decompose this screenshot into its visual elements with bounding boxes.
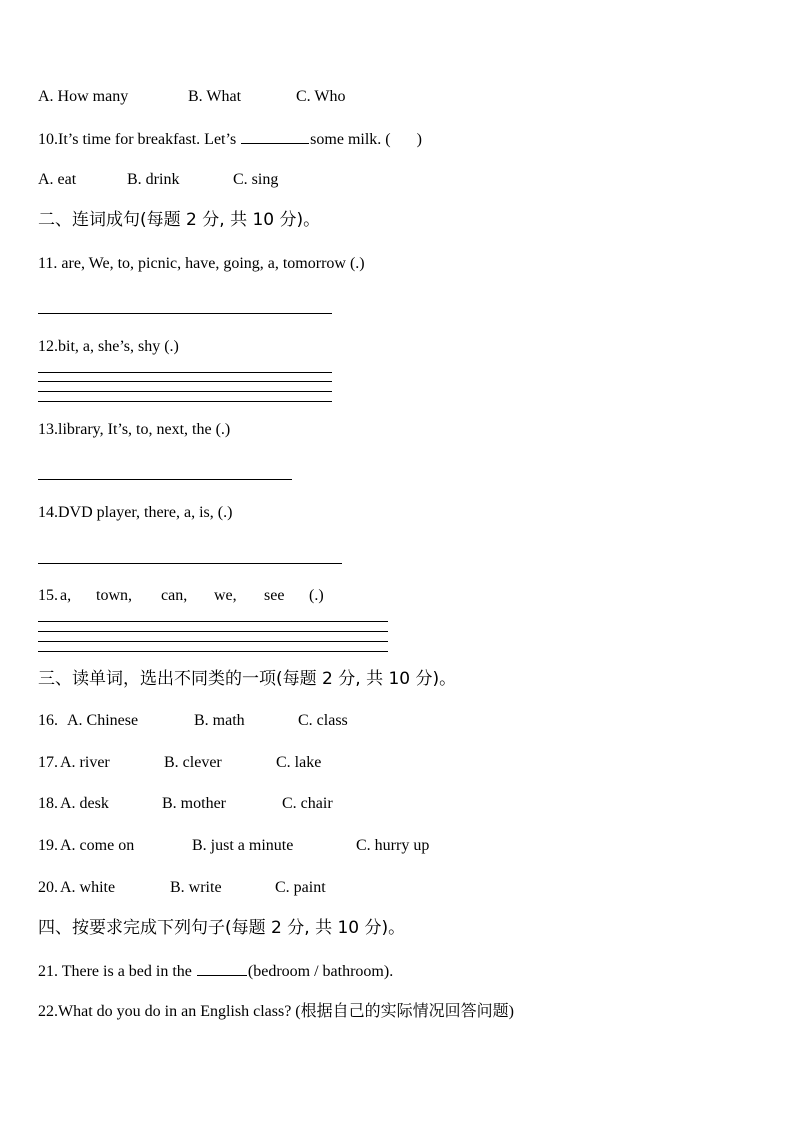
question-text: library, It’s, to, next, the (.) xyxy=(58,421,231,438)
answer-line-14[interactable] xyxy=(38,563,342,564)
word-6: (.) xyxy=(309,587,324,604)
option-a: A. river xyxy=(60,754,110,771)
question-text-after: (bedroom / bathroom). xyxy=(247,963,394,980)
answer-line-12c[interactable] xyxy=(38,391,332,392)
question-21 xyxy=(38,961,393,982)
q10-option-c: C. sing xyxy=(233,171,279,188)
question-10 xyxy=(38,129,422,150)
question-text: . are, We, to, picnic, have, going, a, tomorrow (.) xyxy=(53,255,365,272)
answer-line-15d[interactable] xyxy=(38,651,388,652)
question-number: 11 xyxy=(38,255,54,272)
option-b: B. mother xyxy=(162,795,226,812)
option-c: C. chair xyxy=(282,795,333,812)
q9-option-b: B. What xyxy=(188,88,242,105)
word-5: see xyxy=(264,587,285,604)
question-text: bit, a, she’s, shy (.) xyxy=(58,338,179,355)
option-b: B. just a minute xyxy=(192,837,294,854)
section-2-title: 二、连词成句(每题 2 分, 共 10 分)。 xyxy=(38,210,321,230)
question-number: 20. xyxy=(38,879,58,896)
q9-option-c: C. Who xyxy=(296,88,346,105)
option-c: C. hurry up xyxy=(356,837,430,854)
question-text: . There is a bed in the xyxy=(54,963,192,980)
option-c: C. lake xyxy=(276,754,322,771)
q9-option-a: A. How many xyxy=(38,88,129,105)
question-number: 13. xyxy=(38,421,58,438)
question-number: 18. xyxy=(38,795,58,812)
answer-line-15a[interactable] xyxy=(38,621,388,622)
answer-line-15c[interactable] xyxy=(38,641,388,642)
question-13 xyxy=(38,420,230,440)
question-14 xyxy=(38,503,232,523)
section-3-title: 三、读单词，选出不同类的一项(每题 2 分, 共 10 分)。 xyxy=(38,669,457,689)
question-number: 19. xyxy=(38,837,58,854)
answer-line-12b[interactable] xyxy=(38,381,332,382)
option-a: A. white xyxy=(60,879,116,896)
question-number: 22. xyxy=(38,1003,58,1020)
answer-blank[interactable] xyxy=(241,129,309,144)
section-4-title: 四、按要求完成下列句子(每题 2 分, 共 10 分)。 xyxy=(38,918,406,938)
option-b: B. clever xyxy=(164,754,222,771)
question-text: What do you do in an English class? (根据自己的实际情况回答问题) xyxy=(58,1003,514,1020)
question-11 xyxy=(38,254,365,274)
answer-line-12d[interactable] xyxy=(38,401,332,402)
option-b: B. write xyxy=(170,879,222,896)
question-22 xyxy=(38,1002,514,1022)
answer-line-12a[interactable] xyxy=(38,372,332,373)
option-a: A. Chinese xyxy=(67,712,139,729)
question-text: DVD player, there, a, is, (.) xyxy=(58,504,233,521)
word-3: can, xyxy=(161,587,188,604)
question-number: 14. xyxy=(38,504,58,521)
question-12 xyxy=(38,337,179,357)
paren-close: ) xyxy=(416,131,422,148)
option-a: A. come on xyxy=(60,837,135,854)
question-number: 17. xyxy=(38,754,58,771)
question-number: 15. xyxy=(38,587,58,604)
q10-option-a: A. eat xyxy=(38,171,77,188)
word-2: town, xyxy=(96,587,132,604)
question-number: 16. xyxy=(38,712,58,729)
answer-line-13[interactable] xyxy=(38,479,292,480)
word-4: we, xyxy=(214,587,237,604)
answer-blank[interactable] xyxy=(197,961,247,976)
option-c: C. class xyxy=(298,712,348,729)
question-number: 12. xyxy=(38,338,58,355)
q10-option-b: B. drink xyxy=(127,171,180,188)
option-a: A. desk xyxy=(60,795,109,812)
option-b: B. math xyxy=(194,712,245,729)
question-text-after: some milk. ( xyxy=(310,131,391,148)
word-1: a, xyxy=(60,587,72,604)
question-number: 21 xyxy=(38,963,54,980)
question-text: It’s time for breakfast. Let’s xyxy=(58,131,237,148)
answer-line-15b[interactable] xyxy=(38,631,388,632)
question-number: 10. xyxy=(38,131,58,148)
answer-line-11[interactable] xyxy=(38,313,332,314)
option-c: C. paint xyxy=(275,879,326,896)
